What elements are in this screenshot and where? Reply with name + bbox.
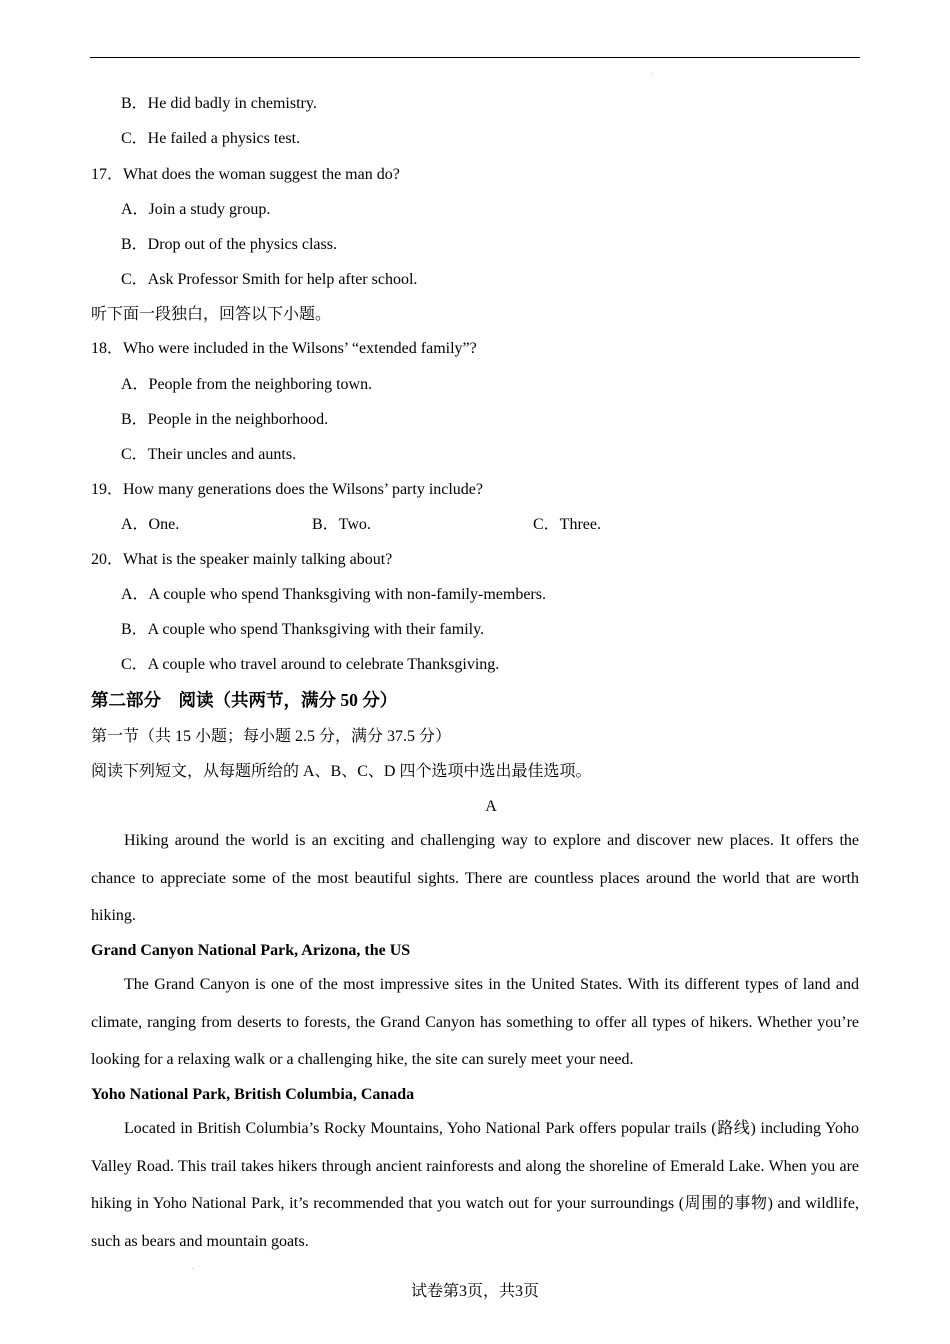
scan-speck bbox=[192, 1268, 193, 1269]
part2-title: 第二部分 阅读（共两节，满分 50 分） bbox=[91, 690, 398, 710]
q18-question: 18．Who were included in the Wilsons’ “extended family”? bbox=[91, 340, 477, 357]
header-rule bbox=[90, 57, 860, 58]
q18-option-c: C．Their uncles and aunts. bbox=[121, 446, 297, 463]
page-footer: 试卷第3页，共3页 bbox=[410, 1283, 539, 1300]
q19-option-a: A．One. bbox=[121, 516, 180, 533]
passage-intro: Hiking around the world is an exciting and challenging way to explore and discover new places. It offers the chance to appreciate some of the most beautiful sights. There are countless places around the world that are worth hiking. bbox=[91, 832, 859, 924]
passage-para-yoho: Located in British Columbia’s Rocky Mountains, Yoho National Park offers popular trails (路线) including Yoho Valley Road. This trail takes hikers through ancient rainforests and along the shoreline of Emerald Lake. When you are hiking in Yoho National Park, it’s recommended that you watch out for your surroundings (周围的事物) and wildlife, such as bears and mountain goats. bbox=[91, 1120, 859, 1250]
q17-option-a: A．Join a study group. bbox=[121, 201, 271, 218]
q16-option-c: C．He failed a physics test. bbox=[121, 130, 301, 147]
scan-speck bbox=[651, 73, 652, 74]
q17-question: 17．What does the woman suggest the man do? bbox=[91, 166, 400, 183]
passage-heading-yoho: Yoho National Park, British Columbia, Canada bbox=[91, 1086, 415, 1103]
passage-label: A bbox=[485, 798, 497, 815]
q16-option-b: B．He did badly in chemistry. bbox=[121, 95, 317, 112]
part2-instruction: 阅读下列短文，从每题所给的 A、B、C、D 四个选项中选出最佳选项。 bbox=[91, 763, 592, 780]
passage-para-grand-canyon: The Grand Canyon is one of the most impressive sites in the United States. With its different types of land and climate, ranging from deserts to forests, the Grand Canyon has something to offer all types of hikers. Whether you’re looking for a relaxing walk or a challenging hike, the site can surely meet your need. bbox=[91, 976, 859, 1068]
q20-question: 20．What is the speaker mainly talking about? bbox=[91, 551, 393, 568]
q17-option-c: C．Ask Professor Smith for help after school. bbox=[121, 271, 418, 288]
part2-section1: 第一节（共 15 小题；每小题 2.5 分，满分 37.5 分） bbox=[91, 728, 452, 745]
q19-option-b: B．Two. bbox=[312, 516, 371, 533]
q19-question: 19．How many generations does the Wilsons’ party include? bbox=[91, 481, 484, 498]
monologue-instruction: 听下面一段独白，回答以下小题。 bbox=[91, 306, 332, 323]
q18-option-b: B．People in the neighborhood. bbox=[121, 411, 329, 428]
q18-option-a: A．People from the neighboring town. bbox=[121, 376, 373, 393]
q20-option-a: A．A couple who spend Thanksgiving with non-family-members. bbox=[121, 586, 546, 603]
q20-option-c: C．A couple who travel around to celebrate Thanksgiving. bbox=[121, 656, 500, 673]
q17-option-b: B．Drop out of the physics class. bbox=[121, 236, 337, 253]
passage-heading-grand-canyon: Grand Canyon National Park, Arizona, the US bbox=[91, 942, 411, 959]
q19-option-c: C．Three. bbox=[533, 516, 601, 533]
q20-option-b: B．A couple who spend Thanksgiving with their family. bbox=[121, 621, 485, 638]
